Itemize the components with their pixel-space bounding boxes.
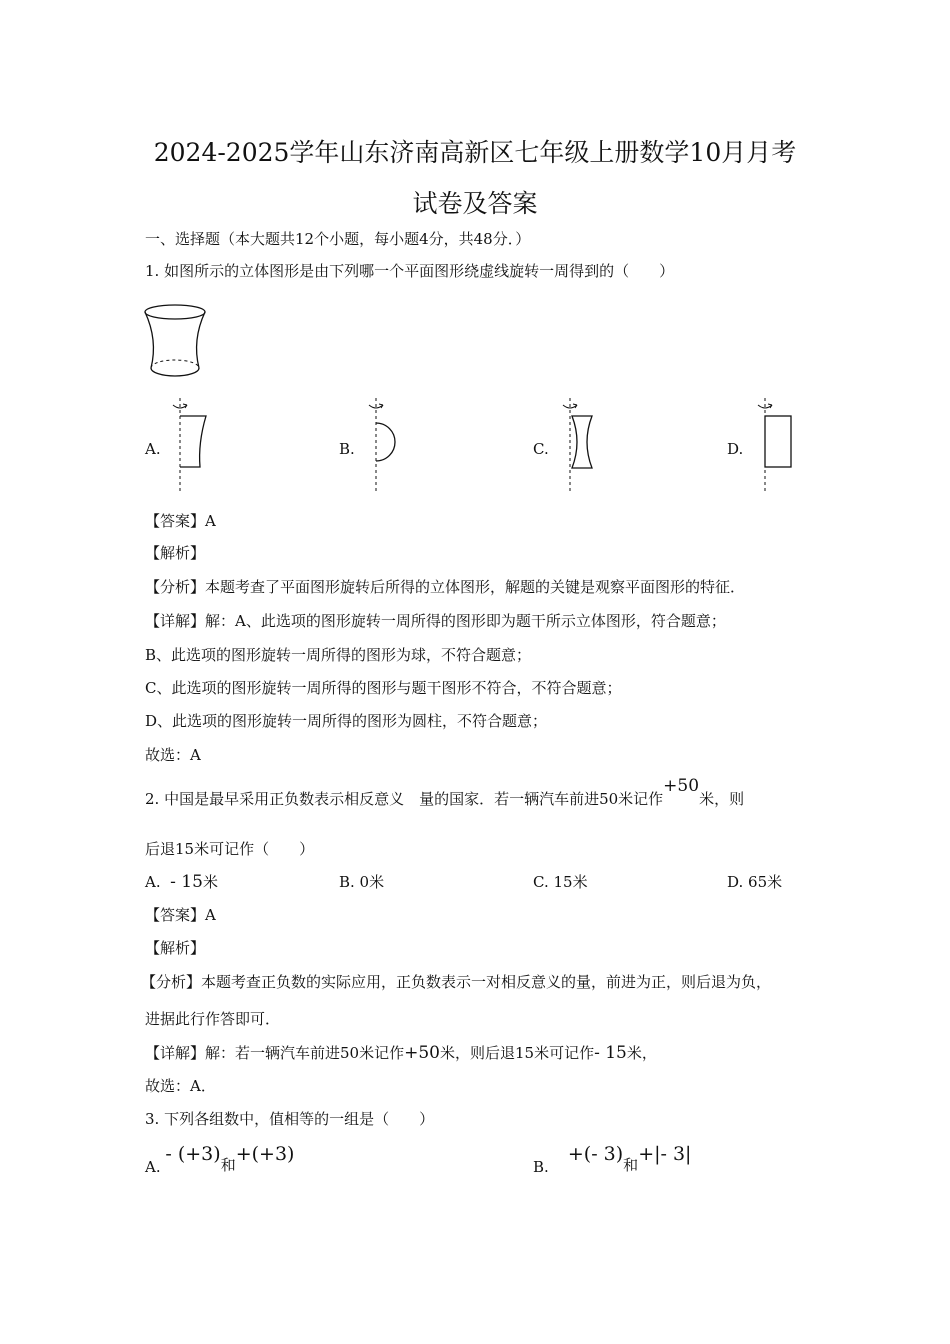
q2-conclusion: 故选：A． xyxy=(145,1077,216,1095)
q3-option-b xyxy=(533,1143,692,1176)
q2-option-a-unit: 米 xyxy=(202,873,218,891)
q2-option-a-math: - 15 xyxy=(170,872,203,892)
q2-stem-part1: 2. 中国是最早采用正负数表示相反意义 量的国家．若一辆汽车前进50米记作 xyxy=(145,790,664,808)
q2-option-d: D. 65米 xyxy=(727,873,783,891)
q1-option-b-figure xyxy=(356,398,406,493)
cup-bottom-front xyxy=(151,368,199,376)
q3-option-a-he: 和 xyxy=(220,1156,236,1174)
q1-detail-2: B、此选项的图形旋转一周所得的图形为球，不符合题意； xyxy=(145,646,532,664)
q2-detail xyxy=(145,1042,657,1063)
q2-detail-math1: +50 xyxy=(404,1043,440,1063)
q1-stem: 1. 如图所示的立体图形是由下列哪一个平面图形绕虚线旋转一周得到的（ ） xyxy=(145,262,675,280)
q3-option-a xyxy=(145,1143,295,1176)
q2-detail-math2: - 15 xyxy=(594,1043,627,1063)
q2-detail-part3: 米， xyxy=(626,1044,657,1062)
doc-title-line2: 试卷及答案 xyxy=(412,189,538,218)
cup-right-side xyxy=(197,312,205,368)
q2-fenxi-2: 进据此行作答即可． xyxy=(145,1010,281,1028)
q1-option-a-figure xyxy=(160,398,210,493)
q3-option-b-expr1: +(- 3) xyxy=(567,1143,624,1165)
q1-option-b-label: B. xyxy=(339,440,355,458)
q3-option-b-he: 和 xyxy=(623,1156,639,1174)
q2-detail-part2: 米，则后退15米可记作 xyxy=(439,1044,595,1062)
q2-answer: 【答案】A xyxy=(145,906,216,924)
q1-fenxi: 【分析】本题考查了平面图形旋转后所得的立体图形，解题的关键是观察平面图形的特征． xyxy=(145,578,746,596)
q1-option-d-label: D. xyxy=(727,440,744,458)
q2-stem-line1 xyxy=(145,776,745,809)
q1-analysis-label: 【解析】 xyxy=(145,544,206,562)
q2-analysis-label: 【解析】 xyxy=(145,939,206,957)
q1-option-a-label: A. xyxy=(145,440,161,458)
q2-option-a xyxy=(145,871,218,892)
q2-fenxi-1: 【分析】本题考查正负数的实际应用，正负数表示一对相反意义的量，前进为正，则后退为负， xyxy=(141,973,772,991)
q2-stem-line2: 后退15米可记作（ ） xyxy=(145,840,315,858)
q3-option-a-expr2: +(+3) xyxy=(235,1143,295,1165)
q1-detail-1: 【详解】解：A、此选项的图形旋转一周所得的图形即为题干所示立体图形，符合题意； xyxy=(145,612,726,630)
doc-title-line1: 2024-2025学年山东济南高新区七年级上册数学10月月考 xyxy=(153,138,797,167)
q2-stem-math: +50 xyxy=(663,776,700,796)
q3-option-b-expr2: +|- 3| xyxy=(638,1143,692,1165)
q1-option-d-figure xyxy=(745,398,795,493)
q2-option-b: B. 0米 xyxy=(339,873,385,891)
q2-detail-part1: 【详解】解：若一辆汽车前进50米记作 xyxy=(145,1044,405,1062)
q3-stem: 3. 下列各组数中，值相等的一组是（ ） xyxy=(145,1110,435,1128)
q1-option-c-figure xyxy=(550,398,600,493)
q3-option-a-label: A. xyxy=(145,1158,161,1176)
cup-left-side xyxy=(145,312,153,368)
q1-answer: 【答案】A xyxy=(145,512,216,530)
cup-bottom-back xyxy=(151,360,199,368)
q3-option-b-label: B. xyxy=(533,1158,549,1176)
q1-conclusion: 故选：A xyxy=(145,746,201,764)
q2-option-a-label: A. xyxy=(145,873,161,891)
q2-option-c: C. 15米 xyxy=(533,873,588,891)
q1-detail-4: D、此选项的图形旋转一周所得的图形为圆柱，不符合题意； xyxy=(145,712,548,730)
q1-solid-figure xyxy=(140,300,210,390)
q3-option-a-expr1: - (+3) xyxy=(165,1143,221,1165)
q1-option-c-label: C. xyxy=(533,440,549,458)
q1-detail-3: C、此选项的图形旋转一周所得的图形与题干图形不符合，不符合题意； xyxy=(145,679,622,697)
cup-top-rim xyxy=(145,305,205,319)
q2-stem-part2: 米，则 xyxy=(699,790,745,808)
section-heading: 一、选择题（本大题共12个小题，每小题4分，共48分．） xyxy=(145,230,531,248)
